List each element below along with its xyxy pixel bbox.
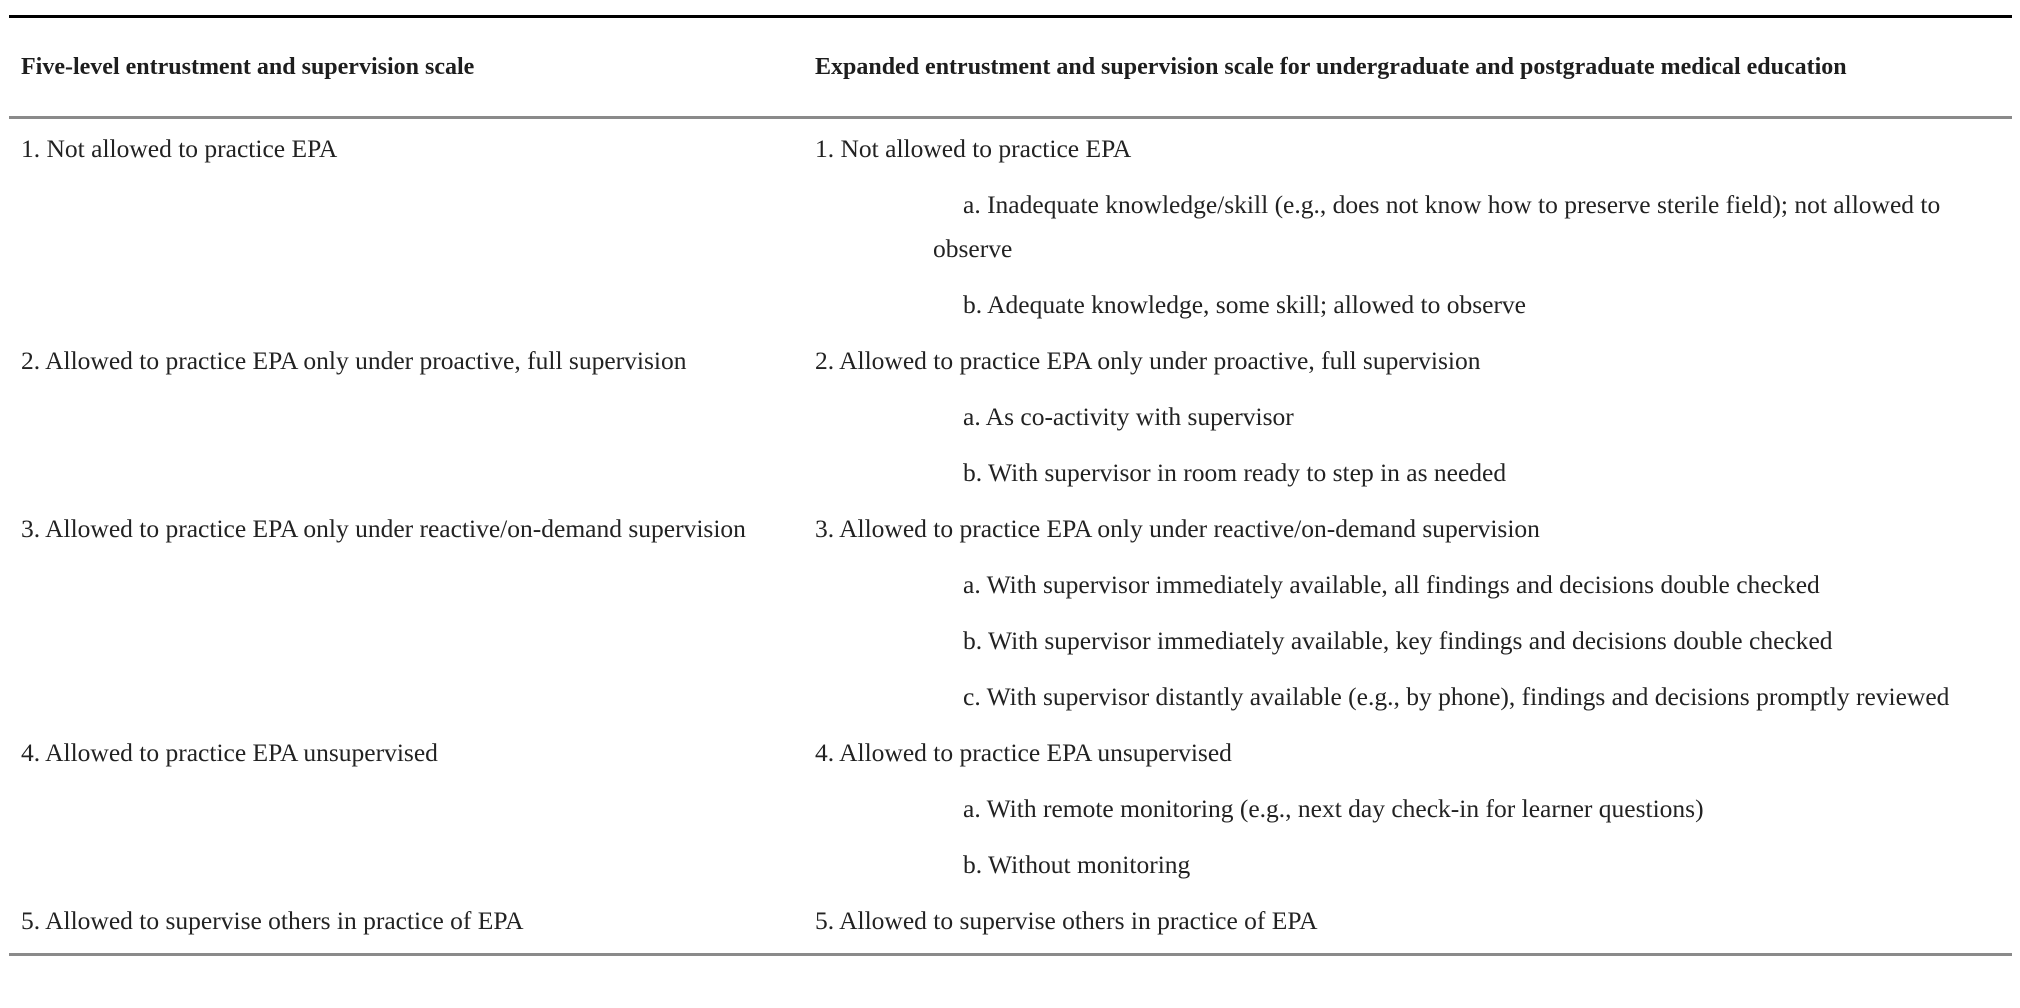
table-row [9,118,2012,328]
sub-item: a. Inadequate knowledge/skill (e.g., does not know how to preserve sterile field); not allowed to observe [933,190,1941,263]
level-text: 1. Not allowed to practice EPA [21,134,338,163]
sub-item: a. With remote monitoring (e.g., next day check-in for learner questions) [963,794,1704,823]
level-text: 5. Allowed to supervise others in practice of EPA [815,906,1318,935]
table-row [9,495,2012,719]
sub-item: c. With supervisor distantly available (e.g., by phone), findings and decisions promptly reviewed [963,682,1950,711]
expanded-cell [803,118,2012,328]
level-text: 2. Allowed to practice EPA only under proactive, full supervision [815,346,1481,375]
level-text: 4. Allowed to practice EPA unsupervised [21,738,438,767]
table-row [9,327,2012,495]
five-level-cell [9,495,803,719]
level-text: 1. Not allowed to practice EPA [815,134,1132,163]
five-level-cell [9,887,803,955]
level-text: 2. Allowed to practice EPA only under proactive, full supervision [21,346,687,375]
five-level-cell [9,327,803,495]
column-header-expanded: Expanded entrustment and supervision scale for undergraduate and postgraduate medical education [803,17,2012,118]
level-text: 3. Allowed to practice EPA only under reactive/on-demand supervision [815,514,1540,543]
sub-item: a. With supervisor immediately available, all findings and decisions double checked [963,570,1820,599]
table-row [9,719,2012,887]
column-header-five-level: Five-level entrustment and supervision scale [9,17,803,118]
table-row [9,887,2012,955]
sub-item: b. With supervisor immediately available, key findings and decisions double checked [963,626,1833,655]
level-text: 3. Allowed to practice EPA only under reactive/on-demand supervision [21,514,746,543]
level-text: 4. Allowed to practice EPA unsupervised [815,738,1232,767]
sub-item: b. With supervisor in room ready to step in as needed [963,458,1507,487]
table-header-row [9,17,2012,118]
sub-item: a. As co-activity with supervisor [963,402,1294,431]
expanded-cell [803,887,2012,955]
five-level-cell [9,719,803,887]
sub-item: b. Without monitoring [963,850,1191,879]
expanded-cell [803,719,2012,887]
expanded-cell [803,495,2012,719]
expanded-cell [803,327,2012,495]
sub-item: b. Adequate knowledge, some skill; allowed to observe [963,290,1527,319]
entrustment-scale-table [9,15,2012,956]
level-text: 5. Allowed to supervise others in practice of EPA [21,906,524,935]
five-level-cell [9,118,803,328]
